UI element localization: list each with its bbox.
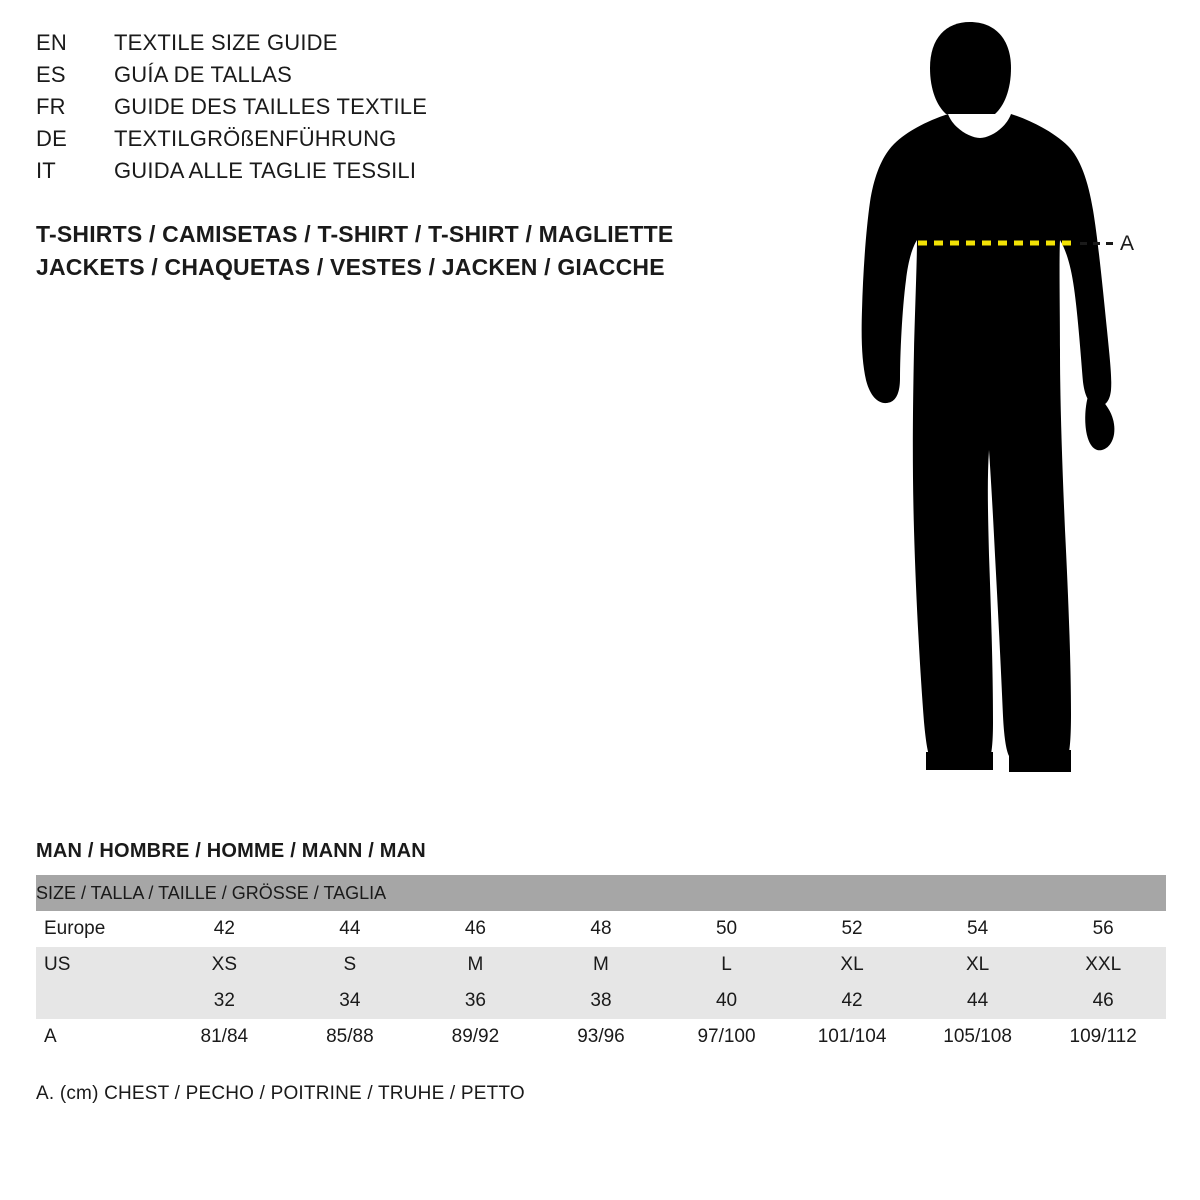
category-tshirts: T-SHIRTS / CAMISETAS / T-SHIRT / T-SHIRT / MAGLIETTE	[36, 221, 674, 247]
language-text: GUIDE DES TAILLES TEXTILE	[114, 94, 428, 119]
table-cell: 52	[789, 911, 915, 947]
measure-leader-line	[1080, 242, 1114, 245]
table-cell: 93/96	[538, 1019, 664, 1055]
table-cell: 46	[1040, 983, 1166, 1019]
table-cell: 56	[1040, 911, 1166, 947]
table-cell: 50	[664, 911, 790, 947]
language-row	[36, 62, 756, 94]
language-code: EN	[36, 30, 67, 55]
table-cell: 44	[287, 911, 413, 947]
table-cell: 46	[413, 911, 539, 947]
row-label: US	[36, 947, 162, 983]
table-cell: 44	[915, 983, 1041, 1019]
body-figure	[790, 10, 1190, 800]
row-label	[36, 983, 162, 1019]
language-text: TEXTILE SIZE GUIDE	[114, 30, 338, 55]
language-code: IT	[36, 158, 56, 183]
table-cell: 42	[789, 983, 915, 1019]
language-row	[36, 30, 756, 62]
row-label: Europe	[36, 911, 162, 947]
row-label: A	[36, 1019, 162, 1055]
measure-label-a: A	[1120, 232, 1135, 255]
male-silhouette-icon	[790, 10, 1190, 800]
table-row	[36, 983, 1166, 1019]
category-headings	[36, 218, 836, 284]
table-cell: 54	[915, 911, 1041, 947]
language-list	[36, 30, 756, 190]
table-cell: XXL	[1040, 947, 1166, 983]
table-row	[36, 911, 1166, 947]
language-text: TEXTILGRÖßENFÜHRUNG	[114, 126, 397, 151]
table-cell: 89/92	[413, 1019, 539, 1055]
language-code: FR	[36, 94, 66, 119]
table-header-row	[36, 875, 1166, 911]
language-row	[36, 94, 756, 126]
table-cell: 48	[538, 911, 664, 947]
table-cell: 34	[287, 983, 413, 1019]
table-cell: 40	[664, 983, 790, 1019]
category-jackets: JACKETS / CHAQUETAS / VESTES / JACKEN / GIACCHE	[36, 254, 665, 280]
size-table	[36, 875, 1166, 1055]
table-cell: 38	[538, 983, 664, 1019]
table-cell: M	[538, 947, 664, 983]
table-cell: XS	[162, 947, 288, 983]
table-cell: 97/100	[664, 1019, 790, 1055]
table-cell: M	[413, 947, 539, 983]
table-cell: XL	[789, 947, 915, 983]
table-cell: 81/84	[162, 1019, 288, 1055]
table-footnote: A. (cm) CHEST / PECHO / POITRINE / TRUHE / PETTO	[36, 1083, 525, 1104]
language-code: DE	[36, 126, 67, 151]
table-cell: 85/88	[287, 1019, 413, 1055]
language-text: GUÍA DE TALLAS	[114, 62, 293, 87]
table-cell: XL	[915, 947, 1041, 983]
table-title: MAN / HOMBRE / HOMME / MANN / MAN	[36, 840, 426, 862]
table-cell: 101/104	[789, 1019, 915, 1055]
table-cell: S	[287, 947, 413, 983]
language-text: GUIDA ALLE TAGLIE TESSILI	[114, 158, 417, 183]
table-cell: 36	[413, 983, 539, 1019]
size-table-section	[36, 840, 1166, 1105]
table-cell: 42	[162, 911, 288, 947]
table-cell: 105/108	[915, 1019, 1041, 1055]
table-row	[36, 1019, 1166, 1055]
table-cell: 32	[162, 983, 288, 1019]
table-header-label: SIZE / TALLA / TAILLE / GRÖSSE / TAGLIA	[36, 875, 1166, 911]
language-row	[36, 126, 756, 158]
table-cell: 109/112	[1040, 1019, 1166, 1055]
language-code: ES	[36, 62, 66, 87]
table-row	[36, 947, 1166, 983]
language-row	[36, 158, 756, 190]
table-cell: L	[664, 947, 790, 983]
